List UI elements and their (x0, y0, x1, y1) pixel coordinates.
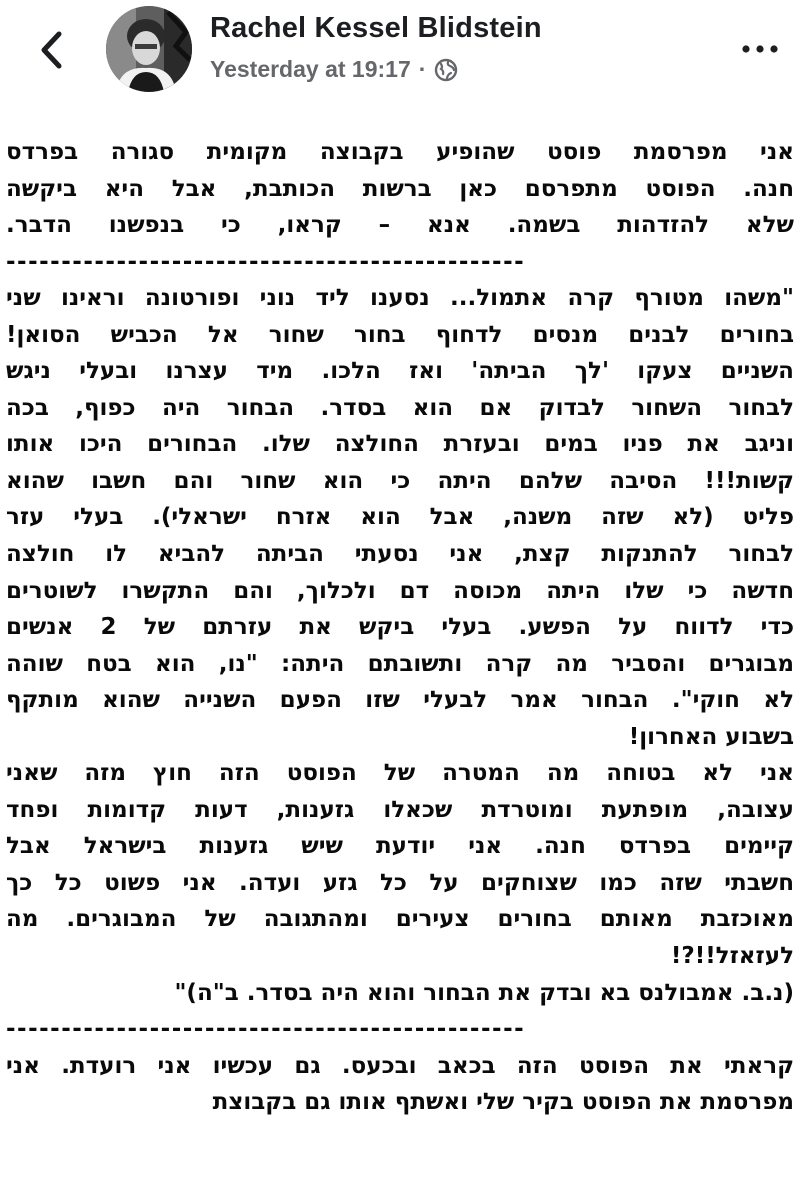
post-line: מאוכזבת מאותם בחורים צעירים ומהתגובה של המבוגרים. מה (6, 906, 794, 933)
post-line: מפרסמת את הפוסט בקיר שלי ואשתף אותו גם בקבוצת (212, 1089, 794, 1116)
post-line: לבחור להתנקות קצת, אני נסעתי הביתה להביא לו חולצה (6, 541, 794, 568)
more-options-button[interactable] (738, 34, 782, 64)
post-line: שלא להזדהות בשמה. אנא – קראו, כי בנפשנו הדבר. (6, 212, 794, 239)
meta-separator: · (418, 56, 427, 82)
post-line: חשבתי שזה כמו שצוחקים על כל גזע ועדה. אני פשוט כל כך (6, 869, 794, 896)
post-line: קיימים בפרדס חנה. אני יודעת שיש גזענות בישראל אבל (6, 833, 794, 860)
post-line: מבוגרים והסביר מה קרה ותשובתם היתה: "נו, הוא בטח שוהה (6, 650, 794, 677)
post-line: "משהו מטורף קרה אתמול... נסענו ליד נוני ופורטונה וראינו שני (6, 285, 794, 312)
post-line: השניים צעקו 'לך הביתה' ואז הלכו. מיד עצרנו ובעלי ניגש (6, 358, 794, 385)
separator-line: ----------------------------------------------- (6, 1016, 526, 1043)
post-line: בחורים לבנים מנסים לדחוף בחור שחור אל הכביש הסואן! (6, 321, 794, 348)
back-button[interactable] (30, 28, 74, 72)
post-timestamp[interactable]: Yesterday at 19:17 (210, 56, 411, 82)
post-text (6, 134, 794, 1121)
post-line: אני לא בטוחה מה המטרה של הפוסט הזה חוץ מזה שאני (6, 760, 794, 787)
post-header (0, 0, 812, 110)
post-line: חנה. הפוסט מתפרסם כאן ברשות הכותבת, אבל היא ביקשה (6, 175, 794, 202)
post-line: לעזאזל!!?! (670, 943, 794, 970)
chevron-left-icon (39, 30, 65, 70)
post-meta (210, 56, 458, 83)
globe-icon[interactable] (434, 58, 458, 82)
separator-line: ----------------------------------------------- (6, 248, 526, 275)
post-line: לבחור השחור לבדוק אם הוא בסדר. הבחור היה כפוף, בכה (6, 394, 794, 421)
avatar[interactable] (106, 6, 192, 92)
post-line: חדשה כי שלו היתה מכוסה דם ולכלוך, והם התקשרו לשוטרים (6, 577, 794, 604)
post-line: כדי לדווח על הפשע. בעלי ביקש את עזרתם של 2 אנשים (6, 614, 794, 641)
post-line: קשות!!! הסיבה שלהם היתה כי הוא שחור והם חשבו שהוא (6, 467, 794, 494)
post-line: (נ.ב. אמבולנס בא ובדק את הבחור והוא היה בסדר. ב"ה)" (174, 979, 794, 1006)
post-line: בשבוע האחרון! (628, 723, 794, 750)
author-name[interactable]: Rachel Kessel Blidstein (210, 12, 542, 44)
post-line: עצובה, מופתעת ומוטרדת שכאלו גזענות, דעות קדומות ופחד (6, 796, 794, 823)
post-line: קראתי את הפוסט הזה בכאב ובכעס. גם עכשיו אני רועדת. אני (6, 1052, 794, 1079)
more-dots-icon (740, 44, 780, 54)
post-line: אני מפרסמת פוסט שהופיע בקבוצה מקומית סגורה בפרדס (6, 139, 794, 165)
post-line: לא חוקי". הבחור אמר לבעלי שזו הפעם השנייה שהוא מותקף (6, 687, 794, 714)
post-line: פליט (לא שזה משנה, אבל הוא אזרח ישראלי). בעלי עזר (6, 504, 794, 531)
post-line: וניגב את פניו במים ובעזרת החולצה שלו. הבחורים היכו אותו (6, 431, 794, 458)
